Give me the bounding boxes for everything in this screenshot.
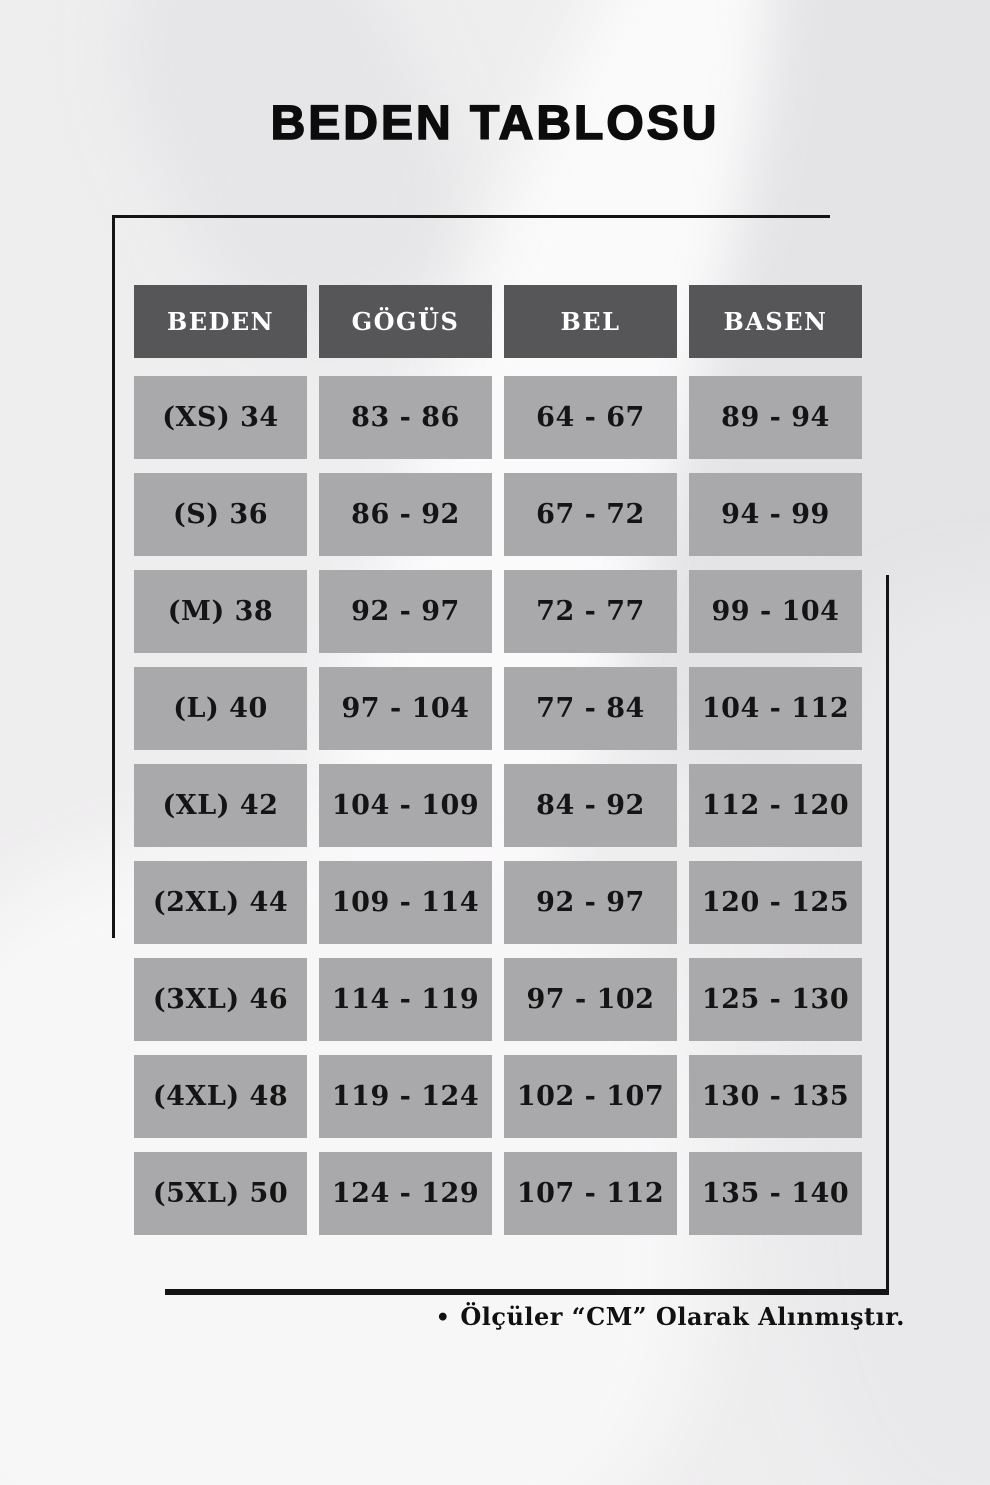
header-cell-gogus: GÖGÜS [319,285,492,358]
range-cell: 83 - 86 [319,376,492,459]
range-cell: 86 - 92 [319,473,492,556]
range-cell: 97 - 102 [504,958,677,1041]
size-cell: (4XL) 48 [134,1055,307,1138]
range-cell: 124 - 129 [319,1152,492,1235]
frame-top-line [112,215,830,218]
size-cell: (M) 38 [134,570,307,653]
range-cell: 64 - 67 [504,376,677,459]
header-cell-beden: BEDEN [134,285,307,358]
range-cell: 104 - 112 [689,667,862,750]
frame-left-line [112,215,115,938]
range-cell: 125 - 130 [689,958,862,1041]
range-cell: 97 - 104 [319,667,492,750]
range-cell: 92 - 97 [504,861,677,944]
size-cell: (L) 40 [134,667,307,750]
range-cell: 120 - 125 [689,861,862,944]
range-cell: 92 - 97 [319,570,492,653]
measurement-note-text: Ölçüler “CM” Olarak Alınmıştır. [460,1302,905,1331]
frame-right-line [886,575,889,1295]
range-cell: 135 - 140 [689,1152,862,1235]
range-cell: 130 - 135 [689,1055,862,1138]
size-cell: (XS) 34 [134,376,307,459]
header-cell-bel: BEL [504,285,677,358]
range-cell: 99 - 104 [689,570,862,653]
range-cell: 107 - 112 [504,1152,677,1235]
size-cell: (2XL) 44 [134,861,307,944]
size-cell: (5XL) 50 [134,1152,307,1235]
size-table [134,285,862,1235]
range-cell: 102 - 107 [504,1055,677,1138]
range-cell: 119 - 124 [319,1055,492,1138]
range-cell: 84 - 92 [504,764,677,847]
range-cell: 104 - 109 [319,764,492,847]
range-cell: 77 - 84 [504,667,677,750]
measurement-note [436,1302,905,1331]
range-cell: 114 - 119 [319,958,492,1041]
size-cell: (3XL) 46 [134,958,307,1041]
frame-bottom-line [165,1289,889,1295]
size-cell: (XL) 42 [134,764,307,847]
page-title: BEDEN TABLOSU [270,97,720,150]
range-cell: 72 - 77 [504,570,677,653]
range-cell: 109 - 114 [319,861,492,944]
range-cell: 89 - 94 [689,376,862,459]
size-cell: (S) 36 [134,473,307,556]
range-cell: 67 - 72 [504,473,677,556]
range-cell: 94 - 99 [689,473,862,556]
header-cell-basen: BASEN [689,285,862,358]
bullet-icon: • [435,1305,451,1331]
range-cell: 112 - 120 [689,764,862,847]
